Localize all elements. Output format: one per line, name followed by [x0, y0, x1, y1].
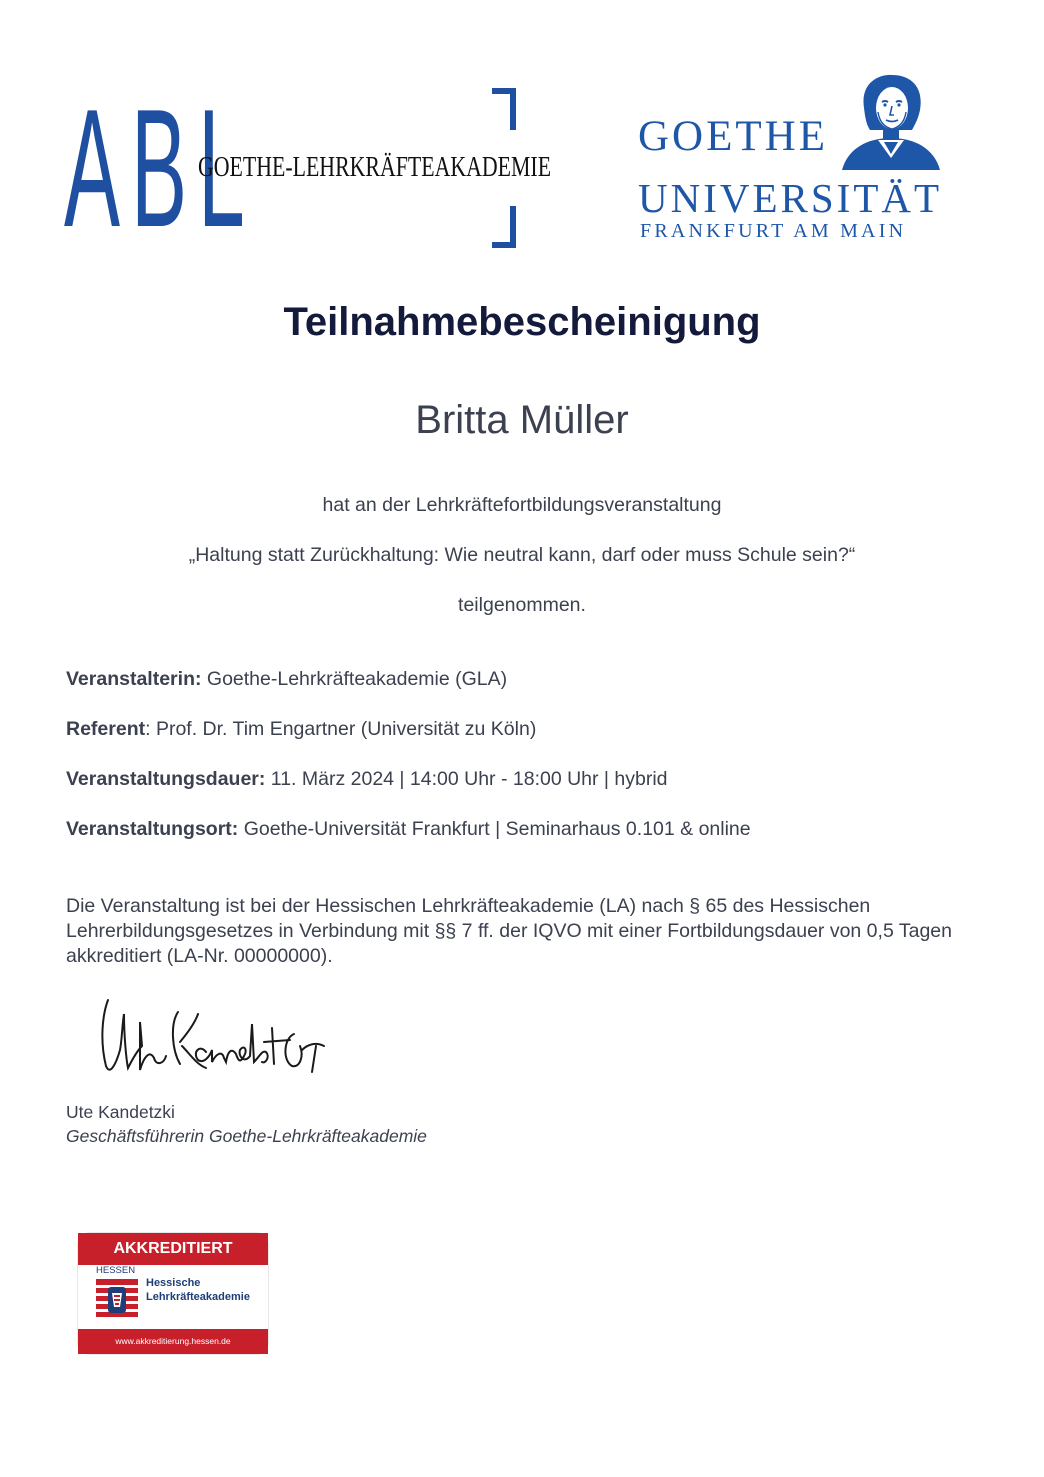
- duration-row: [66, 768, 668, 791]
- hessen-crest-icon: [96, 1279, 138, 1323]
- speaker-row: [66, 718, 536, 741]
- badge-org-line1: Hessische: [146, 1277, 201, 1289]
- duration-value: 11. März 2024 | 14:00 Uhr - 18:00 Uhr | hybrid: [265, 768, 668, 790]
- duration-label: Veranstaltungsdauer:: [66, 768, 266, 790]
- organizer-label: Veranstalterin:: [66, 668, 202, 690]
- participant-name: Britta Müller: [415, 398, 629, 442]
- goethe-logo-line1: GOETHE: [638, 113, 828, 160]
- signature-image: [94, 994, 334, 1080]
- abl-bracket-bottom: [492, 206, 516, 248]
- badge-state: HESSEN: [96, 1265, 136, 1276]
- abl-logo-name: GOETHE-LEHRKRÄFTEAKADEMIE: [198, 152, 552, 183]
- location-row: [66, 818, 751, 841]
- badge-url: www.akkreditierung.hessen.de: [78, 1329, 268, 1354]
- abl-logo-letters: ABL: [64, 74, 256, 262]
- speaker-label: Referent: [66, 718, 146, 740]
- accreditation-badge: [78, 1233, 268, 1354]
- location-value: Goethe-Universität Frankfurt | Seminarhaus 0.101 & online: [238, 818, 751, 840]
- goethe-logo-line3: FRANKFURT AM MAIN: [640, 220, 907, 242]
- intro-text: hat an der Lehrkräftefortbildungsveranstaltung: [322, 494, 722, 516]
- certificate-title: Teilnahmebescheinigung: [283, 300, 761, 344]
- event-title: „Haltung statt Zurückhaltung: Wie neutral kann, darf oder muss Schule sein?“: [188, 544, 856, 566]
- speaker-value: : Prof. Dr. Tim Engartner (Universität zu Köln): [145, 718, 537, 740]
- location-label: Veranstaltungsort:: [66, 818, 239, 840]
- organizer-value: Goethe-Lehrkräfteakademie (GLA): [201, 668, 508, 690]
- organizer-row: [66, 668, 507, 691]
- signer-role: Geschäftsführerin Goethe-Lehrkräfteakademie: [66, 1126, 427, 1146]
- goethe-logo-line2: UNIVERSITÄT: [638, 175, 943, 221]
- outro-text: teilgenommen.: [458, 594, 586, 616]
- goethe-portrait-icon: [838, 72, 944, 172]
- badge-status: AKKREDITIERT: [78, 1233, 268, 1265]
- abl-bracket-top: [492, 88, 516, 130]
- signer-name: Ute Kandetzki: [66, 1102, 175, 1122]
- badge-org-line2: Lehrkräfteakademie: [146, 1291, 250, 1303]
- accreditation-text: Die Veranstaltung ist bei der Hessischen Lehrkräfteakademie (LA) nach § 65 des Hessischen Lehrerbildungsgesetzes in Verbindung mit §§ 7 ff. der IQVO mit einer Fortbildungsdauer von 0,5 Tagen akkreditiert (LA-Nr. 00000000).: [66, 895, 952, 967]
